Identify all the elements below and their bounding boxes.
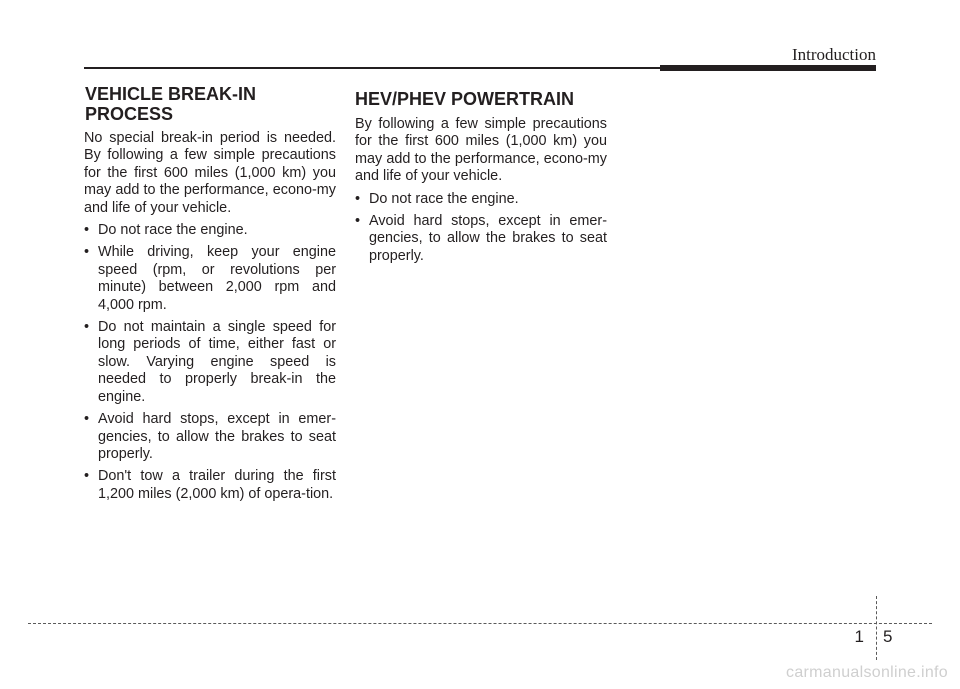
column-right [355, 84, 607, 270]
page-number-value: 5 [883, 627, 893, 646]
footer-rule [28, 623, 932, 624]
heading-hev-phev-powertrain: HEV/PHEV POWERTRAIN [355, 89, 575, 109]
bullet-item: • Do not race the engine. [355, 191, 607, 208]
intro-paragraph: No special break-in period is needed. By following a few simple precautions for the first 600 miles (1,000 km) you may add to the performance, econo-my and life of your vehicle. [84, 130, 336, 216]
page-number-divider [876, 596, 877, 660]
header-rule-accent [660, 65, 876, 71]
bullet-item: • Do not maintain a single speed for long periods of time, either fast or slow. Varying engine speed is needed to properly break-in the engine. [84, 319, 336, 406]
intro-paragraph: By following a few simple precautions for the first 600 miles (1,000 km) you may add to the performance, econo-my and life of your vehicle. [355, 116, 607, 185]
bullet-item: • Don't tow a trailer during the first 1,200 miles (2,000 km) of opera-tion. [84, 468, 336, 503]
bullet-item: • While driving, keep your engine speed (rpm, or revolutions per minute) between 2,000 rpm and 4,000 rpm. [84, 244, 336, 314]
bullet-item: • Avoid hard stops, except in emer-gencies, to allow the brakes to seat properly. [355, 213, 607, 265]
section-title: Introduction [791, 45, 876, 64]
heading-line-1: VEHICLE BREAK-IN [85, 84, 257, 104]
watermark: carmanualsonline.info [786, 664, 948, 681]
header-rule [84, 67, 660, 69]
bullet-list [84, 222, 336, 503]
heading-vehicle-break-in [84, 84, 336, 124]
column-left [84, 84, 336, 508]
chapter-number: 1 [854, 627, 864, 646]
bullet-list [355, 191, 607, 266]
bullet-item: • Do not race the engine. [84, 222, 336, 239]
heading-line-2: PROCESS [85, 104, 174, 124]
bullet-item: • Avoid hard stops, except in emer-gencies, to allow the brakes to seat properly. [84, 411, 336, 463]
